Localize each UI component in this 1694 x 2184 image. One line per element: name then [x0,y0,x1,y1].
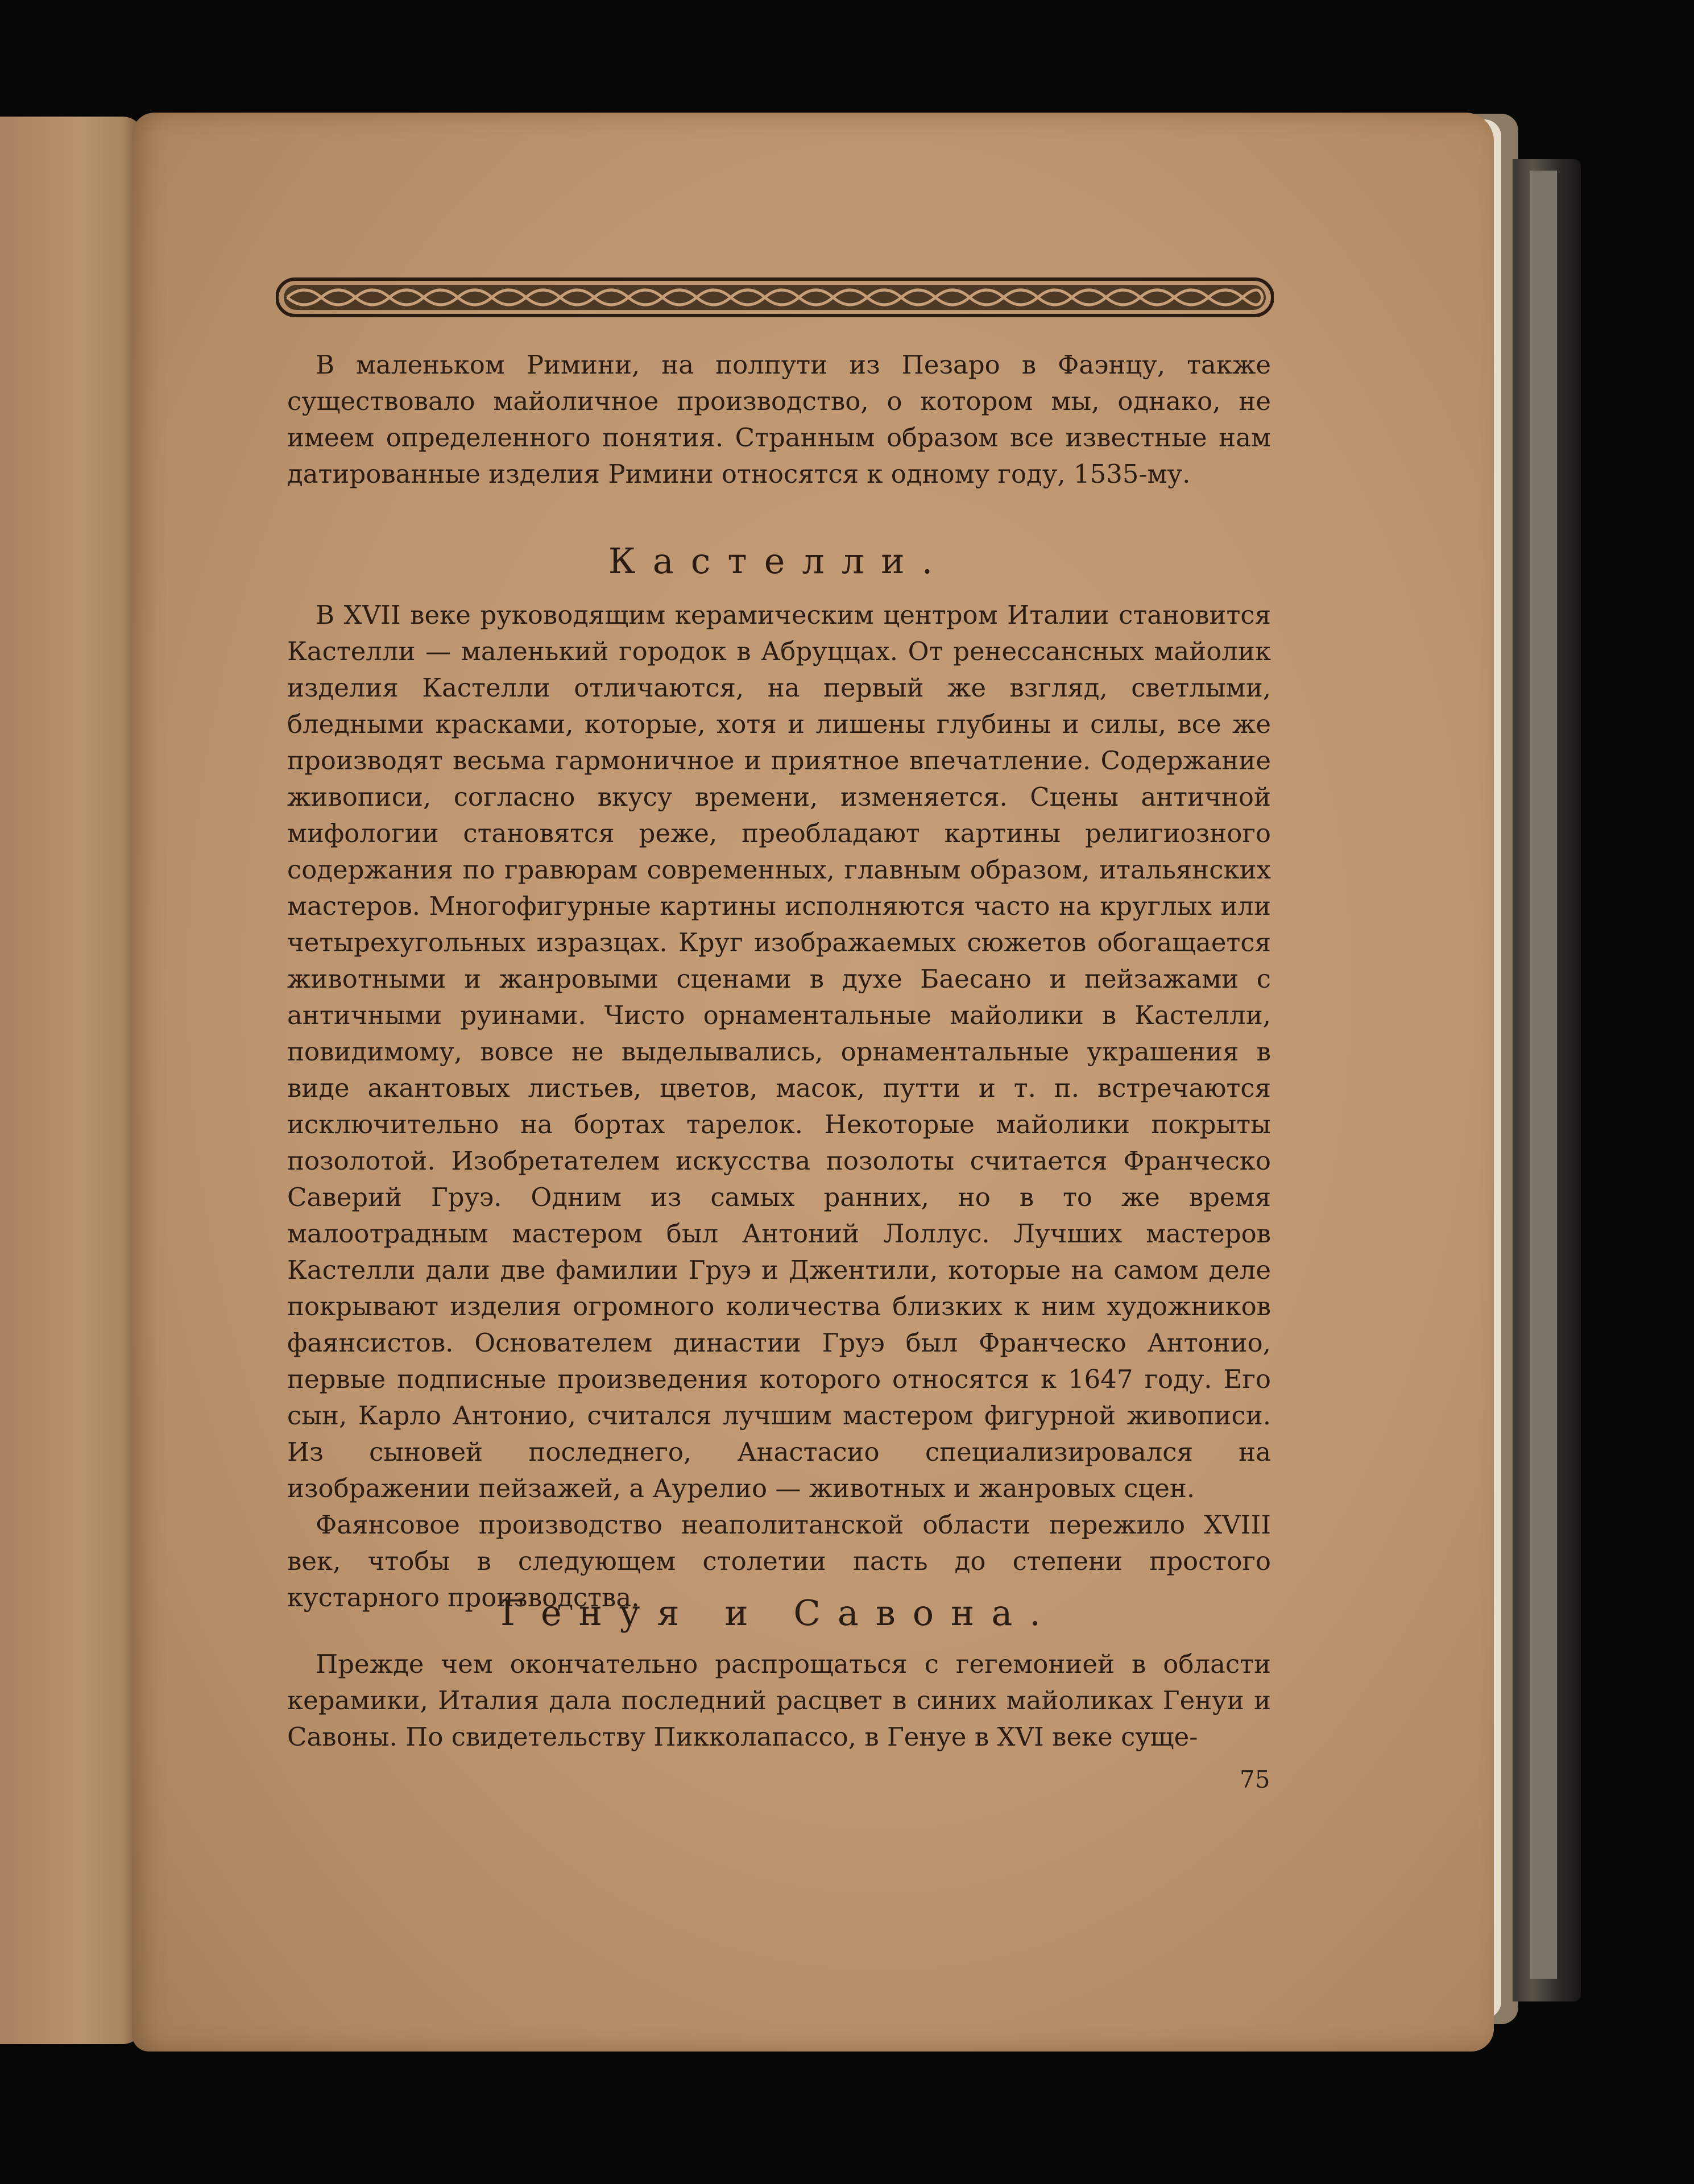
paragraph-castelli [287,597,1271,1616]
section-heading-castelli: Кастелли. [608,540,950,582]
section-heading-genoa: Генуя и Савона. [500,1592,1058,1634]
paragraph-castelli-text-1: В XVII веке руководящим керамическим центром Италии становится Кастелли — маленький городок в Абруццах. От ренессансных майолик изделия Кастелли отличаются, на первый же взгляд, светлыми, бледными красками, которые, хотя и лишены глубины и силы, все же производят весьма гармоничное и приятное впечатление. Содержание живописи, согласно вкусу времени, изменяется. Сцены античной мифологии становятся реже, преобладают картины религиозного содержания по гравюрам современных, главным образом, итальянских мастеров. Многофигурные картины исполняются часто на круглых или четырехугольных изразцах. Круг изображаемых сюжетов обогащается животными и жанровыми сценами в духе Баесано и пейзажами с античными руинами. Чисто орнаментальные майолики в Кастелли, повидимому, вовсе не выделывались, орнаментальные украшения в виде акантовых листьев, цветов, масок, путти и т. п. встречаются исключительно на бортах тарелок. Некоторые майолики покрыты позолотой. Изобретателем искусства позолоты считается Франческо Саверий Груэ. Одним из самых ранних, но в то же время малоотрадным мастером был Антоний Лоллус. Лучших мастеров Кастелли дали две фамилии Груэ и Джентили, которые на самом деле покрывают изделия огромного количества близких к ним художников фаянсистов. Основателем династии Груэ был Франческо Антонио, первые подписные произведения которого относятся к 1647 году. Его сын, Карло Антонио, считался лучшим мастером фигурной живописи. Из сыновей последнего, Анастасио специализировался на изображении пейзажей, а Аурелио — животных и жанровых сцен. [287,600,1271,1503]
book-cover-inner [1530,171,1557,1979]
decorative-header-band [276,275,1274,320]
page-number: 75 [1240,1766,1270,1793]
paragraph-rimini-text: В маленьком Римини, на полпути из Пезаро в Фаэнцу, также существовало майоличное производство, о котором мы, однако, не имеем определенного понятия. Странным образом все известные нам датированные изделия Римини относятся к одному году, 1535-му. [287,350,1271,489]
paragraph-castelli-text-2: Фаянсовое производство неаполитанской области пережило XVIII век, чтобы в следующем столетии пасть до степени простого кустарного производства. [287,1510,1271,1613]
left-page-fragment [0,117,145,2044]
paragraph-genoa-text: Прежде чем окончательно распрощаться с гегемонией в области керамики, Италия дала последний расцвет в синих майоликах Генуи и Савоны. По свидетельству Пикколапассо, в Генуе в XVI веке суще- [287,1649,1271,1752]
paragraph-genoa [287,1646,1271,1755]
paragraph-rimini [287,347,1271,492]
